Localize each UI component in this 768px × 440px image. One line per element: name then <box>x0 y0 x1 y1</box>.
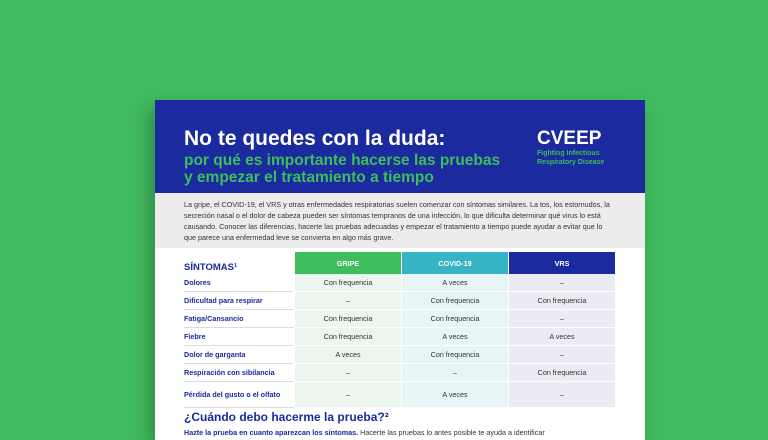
section-heading: ¿Cuándo debo hacerme la prueba?² <box>184 410 389 424</box>
table-cell: – <box>509 382 615 408</box>
symptom-label: Respiración con sibilancia <box>184 364 294 382</box>
table-cell: A veces <box>509 328 615 346</box>
table-cell: Con frequencia <box>509 292 615 310</box>
table-cell: A veces <box>402 328 508 346</box>
table-row <box>184 328 615 346</box>
logo: CVEEP <box>537 128 602 149</box>
symptom-label: Fatiga/Cansancio <box>184 310 294 328</box>
table-cell: A veces <box>295 346 401 364</box>
column-header: VRS <box>509 252 615 274</box>
table-row <box>184 364 615 382</box>
table-row <box>184 274 615 292</box>
header-banner <box>155 100 645 193</box>
symptoms-header: SÍNTOMAS¹ <box>184 262 238 273</box>
table-cell: Con frequencia <box>295 310 401 328</box>
subtitle: por qué es importante hacerse las pruebas y empezar el tratamiento a tiempo <box>184 152 501 186</box>
table-cell: – <box>402 364 508 382</box>
symptom-label: Dificultad para respirar <box>184 292 294 310</box>
table-cell: Con frequencia <box>402 292 508 310</box>
symptom-label: Pérdida del gusto o el olfato <box>184 382 294 408</box>
symptoms-table <box>183 252 616 408</box>
table-cell: A veces <box>402 274 508 292</box>
body-text: Hazte la prueba en cuanto aparezcan los síntomas. Hacerte las pruebas lo antes posible te ayuda a identificar <box>184 428 545 437</box>
table-cell: Con frequencia <box>509 364 615 382</box>
column-header: COVID-19 <box>402 252 508 274</box>
intro-text: La gripe, el COVID-19, el VRS y otras enfermedades respiratorias suelen comenzar con síntomas similares. La tos, los estornudos, la secreción nasal o el dolor de cabeza pueden ser síntomas tempranos de una infección, lo que dificulta determinar qué virus lo está causando. Conocer las diferencias, hacerte las pruebas adecuadas y empezar el tratamiento a tiempo puede ayudar a evitar que lo que parece una enfermedad leve se convierta en algo más grave. <box>155 193 645 248</box>
table-row <box>184 310 615 328</box>
table-cell: – <box>509 346 615 364</box>
table-cell: Con frequencia <box>295 328 401 346</box>
table-row <box>184 346 615 364</box>
symptom-label: Dolores <box>184 274 294 292</box>
table-cell: – <box>295 292 401 310</box>
column-header: GRIPE <box>295 252 401 274</box>
table-row <box>184 382 615 408</box>
table-cell: A veces <box>402 382 508 408</box>
table-cell: – <box>509 274 615 292</box>
table-cell: – <box>295 364 401 382</box>
table-cell: Con frequencia <box>295 274 401 292</box>
table-cell: – <box>295 382 401 408</box>
table-row <box>184 292 615 310</box>
flyer-page <box>155 100 645 440</box>
table-cell: Con frequencia <box>402 310 508 328</box>
table-cell: Con frequencia <box>402 346 508 364</box>
title: No te quedes con la duda: <box>184 127 446 150</box>
logo-tagline: Fighting Infectious Respiratory Disease <box>537 150 605 166</box>
symptom-label: Dolor de garganta <box>184 346 294 364</box>
table-cell: – <box>509 310 615 328</box>
symptom-label: Fiebre <box>184 328 294 346</box>
